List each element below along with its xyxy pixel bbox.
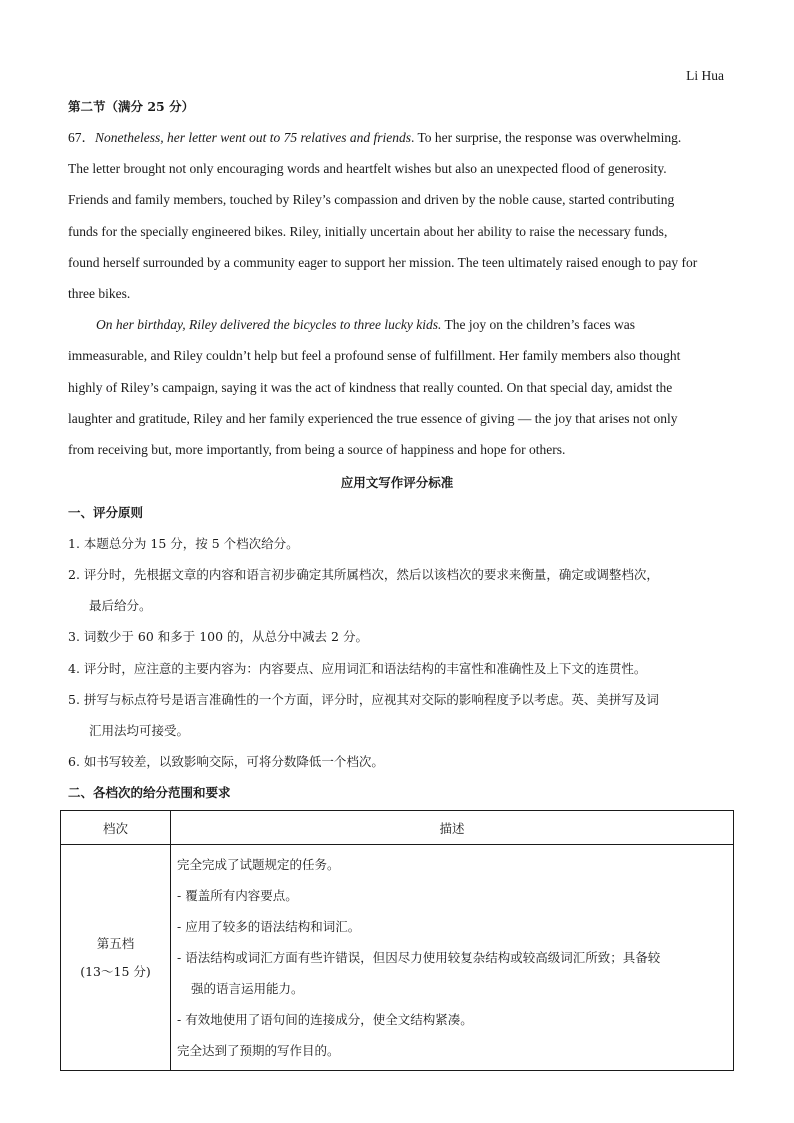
essay-text: . To her surprise, the response was overwhelming. [410,130,682,145]
essay-line: funds for the specially engineered bikes. Riley, initially uncertain about her ability to raise the necessary funds, [68,224,668,239]
desc-line: - 覆盖所有内容要点。 [177,888,298,903]
signature: Li Hua [686,68,724,83]
essay-line: from receiving but, more importantly, from being a source of happiness and hope for others. [68,442,566,457]
desc-line: - 语法结构或词汇方面有些许错误，但因尽力使用较复杂结构或较高级词汇所致；具备较 [177,950,661,965]
essay-text: The joy on the children’s faces was [441,317,635,332]
desc-line: - 有效地使用了语句间的连接成分，使全文结构紧凑。 [177,1012,473,1027]
desc-line: - 应用了较多的语法结构和词汇。 [177,919,361,934]
principle-item: 6. 如书写较差，以致影响交际，可将分数降低一个档次。 [68,754,384,769]
level-name: 第五档 [96,935,135,951]
table-header-row [61,811,734,845]
essay-line: immeasurable, and Riley couldn’t help but feel a profound sense of fulfillment. Her family members also thought [68,348,681,363]
level-range: (13～15 分) [80,963,151,979]
principle-item-cont: 最后给分。 [89,598,152,613]
level-cell [61,845,171,1071]
essay-italic-opening: On her birthday, Riley delivered the bicycles to three lucky kids. [96,317,442,332]
description-cell [171,845,734,1071]
essay-line: highly of Riley’s campaign, saying it was the act of kindness that really counted. On that special day, amidst the [68,380,673,395]
principle-item: 4. 评分时，应注意的主要内容为：内容要点、应用词汇和语法结构的丰富性和准确性及上下文的连贯性。 [68,661,647,676]
principle-item: 2. 评分时，先根据文章的内容和语言初步确定其所属档次，然后以该档次的要求来衡量，确定或调整档次， [68,567,659,582]
desc-line: 完全完成了试题规定的任务。 [177,857,340,872]
principle-item: 5. 拼写与标点符号是语言准确性的一个方面，评分时，应视其对交际的影响程度予以考虑。英、美拼写及词 [68,692,659,707]
desc-line: 强的语言运用能力。 [191,981,304,996]
principles-heading: 一、评分原则 [68,505,144,520]
essay-line: Friends and family members, touched by Riley’s compassion and driven by the noble cause, started contributing [68,192,675,207]
header-description: 描述 [171,811,734,845]
table-row [61,845,734,1071]
essay-line: found herself surrounded by a community eager to support her mission. The teen ultimately raised enough to pay for [68,255,698,270]
criteria-title: 应用文写作评分标准 [340,475,454,490]
desc-line: 完全达到了预期的写作目的。 [177,1043,340,1058]
scoring-table [60,810,734,1071]
essay-italic-opening: Nonetheless, her letter went out to 75 relatives and friends [95,130,411,145]
principle-item-cont: 汇用法均可接受。 [89,723,190,738]
ranges-heading: 二、各档次的给分范围和要求 [68,785,231,800]
header-level: 档次 [61,811,171,845]
essay-line: The letter brought not only encouraging words and heartfelt wishes but also an unexpected flood of generosity. [68,161,667,176]
principle-item: 3. 词数少于 60 和多于 100 的，从总分中减去 2 分。 [68,629,368,644]
essay-line: three bikes. [68,286,131,301]
essay-line: laughter and gratitude, Riley and her family experienced the true essence of giving — the joy that arises not only [68,411,678,426]
essay-number: 67． [68,130,95,145]
essay-line [68,130,681,146]
principle-item: 1. 本题总分为 15 分，按 5 个档次给分。 [68,536,299,551]
section-title: 第二节（满分 25 分） [68,99,195,114]
essay-line [96,317,635,333]
